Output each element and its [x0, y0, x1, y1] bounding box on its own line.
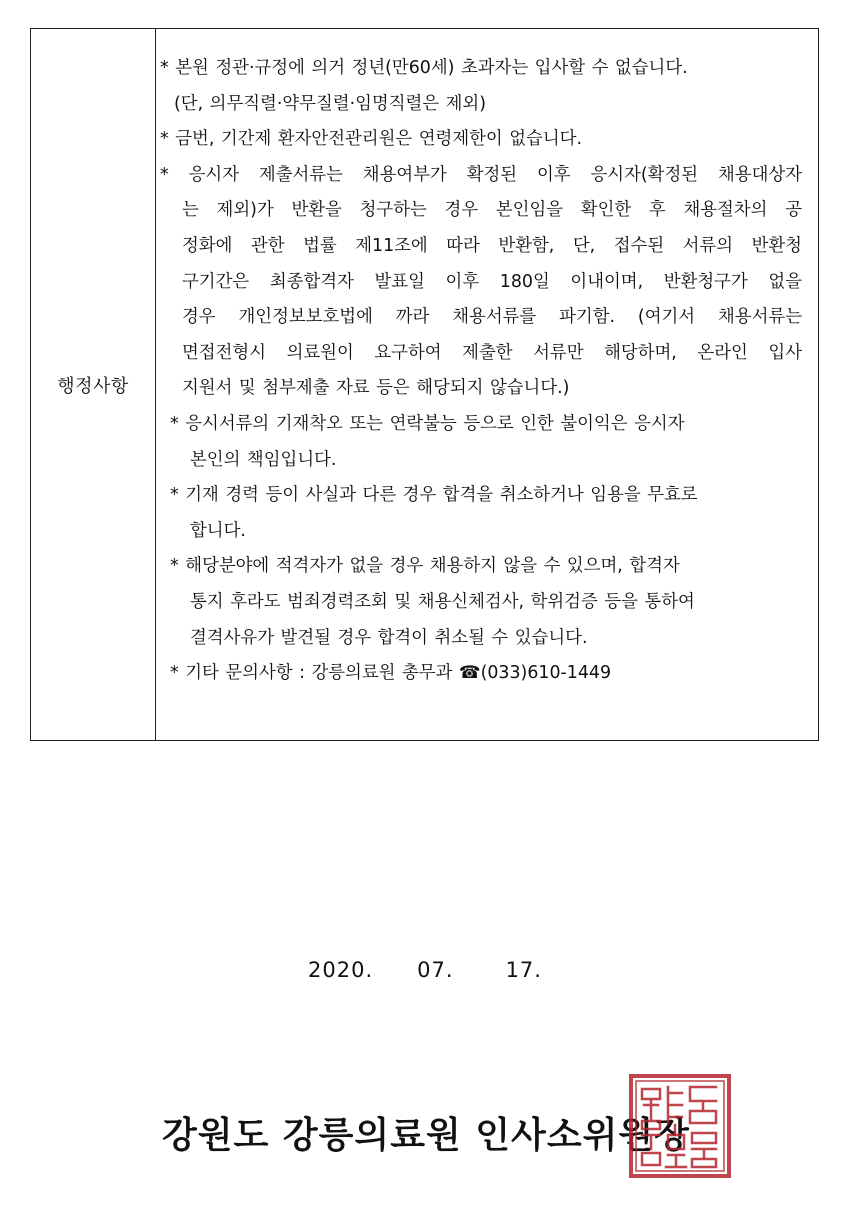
notice-line: 는 제외)가 반환을 청구하는 경우 본인임을 확인한 후 채용절차의 공 [182, 200, 802, 221]
date-day: 17. [505, 958, 542, 982]
notice-line: * 응시자 제출서류는 채용여부가 확정된 이후 응시자(확정된 채용대상자 [160, 164, 802, 185]
notice-line: 경우 개인정보보호법에 까라 채용서류를 파기함. (여기서 채용서류는 [182, 307, 802, 328]
notice-line: * 기타 문의사항 : 강릉의료원 총무과 ☎(033)610-1449 [170, 663, 612, 684]
notice-line: (단, 의무직렬·약무질렬·임명직렬은 제외) [174, 93, 487, 114]
notice-line: 면접전형시 의료원이 요구하여 제출한 서류만 해당하며, 온라인 입사 [182, 342, 802, 363]
notice-line: * 금번, 기간제 환자안전관리원은 연령제한이 없습니다. [160, 129, 582, 150]
date-month: 07. [417, 958, 454, 982]
notice-line: * 본원 정관·규정에 의거 정년(만60세) 초과자는 입사할 수 없습니다. [160, 58, 688, 78]
notice-line: 구기간은 최종합격자 발표일 이후 180일 이내이며, 반환청구가 없을 [182, 271, 802, 292]
notice-line: * 응시서류의 기재착오 또는 연락불능 등으로 인한 불이익은 응시자 [170, 413, 685, 434]
date-year: 2020. [308, 958, 374, 982]
issue-date [0, 958, 850, 982]
notice-line: 지원서 및 첨부제출 자료 등은 해당되지 않습니다.) [182, 378, 570, 399]
notice-line: * 해당분야에 적격자가 없을 경우 채용하지 않을 수 있으며, 합격자 [170, 556, 680, 577]
notice-line: 결격사유가 발견될 경우 합격이 취소될 수 있습니다. [190, 627, 588, 648]
section-label: 행정사항 [31, 29, 156, 740]
notice-line: 합니다. [190, 520, 246, 541]
notice-line: 본인의 책임입니다. [190, 449, 337, 470]
notice-line: 통지 후라도 범죄경력조회 및 채용신체검사, 학위검증 등을 통하여 [190, 591, 695, 612]
notice-content [156, 29, 818, 740]
official-seal-icon [628, 1073, 732, 1179]
signature-title: 강원도 강릉의료원 인사소위원장 [162, 1115, 690, 1156]
notice-line: 정화에 관한 법률 제11조에 따라 반환함, 단, 접수된 서류의 반환청 [182, 235, 802, 256]
notice-line: * 기재 경력 등이 사실과 다른 경우 합격을 취소하거나 임용을 무효로 [170, 485, 698, 506]
notice-table [30, 28, 819, 741]
